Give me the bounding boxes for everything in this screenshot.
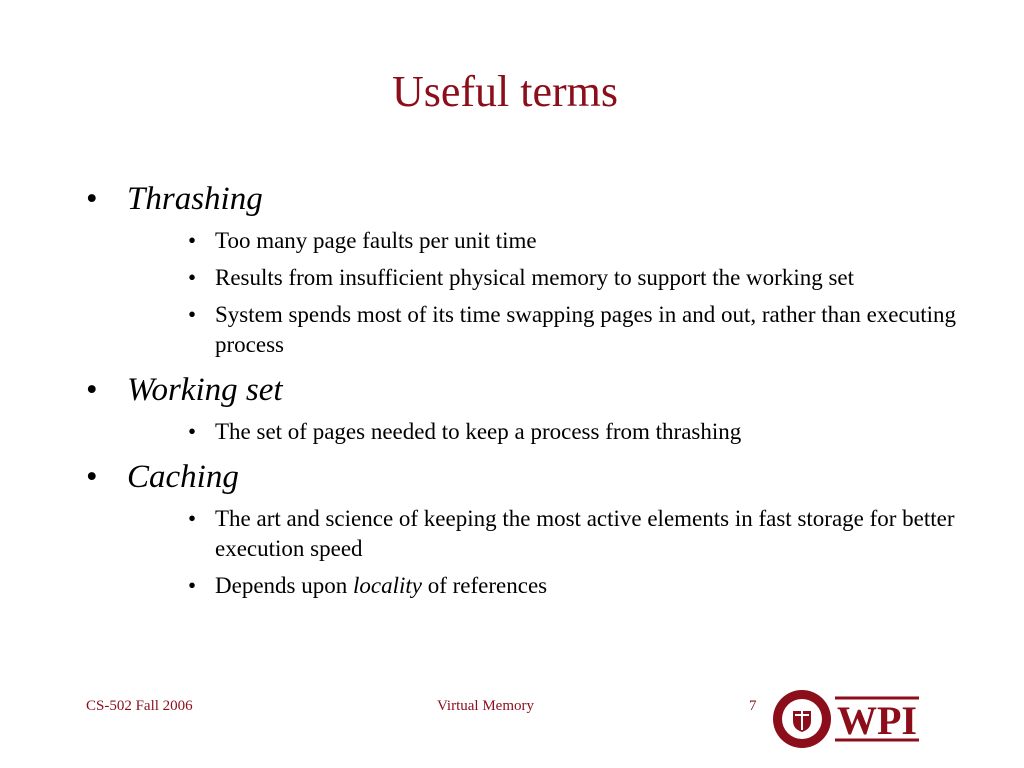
locality-prefix: Depends upon: [215, 573, 353, 598]
slide-title: Useful terms: [391, 67, 619, 116]
slide-body: [86, 176, 966, 608]
locality-suffix: of references: [421, 573, 548, 598]
sub-bullet-text: Too many page faults per unit time: [215, 228, 537, 253]
sub-bullet-text: Results from insufficient physical memory to support the working set: [215, 265, 855, 290]
logo-wordmark: WPI: [837, 698, 917, 743]
sub-bullet-text: The art and science of keeping the most active elements in fast storage for better execution speed: [215, 506, 955, 561]
sub-bullet-text: System spends most of its time swapping pages in and out, rather than executing process: [215, 302, 956, 357]
bullet-dot: •: [86, 372, 98, 408]
sub-bullet-dot: •: [188, 573, 197, 598]
sub-bullet-text: [215, 573, 547, 598]
bullet-item-working-set: [86, 367, 966, 413]
footer-course: CS-502 Fall 2006: [86, 698, 193, 714]
bullet-item-thrashing: [86, 176, 966, 222]
footer-topic: Virtual Memory: [437, 698, 534, 714]
term-working-set: Working set: [127, 372, 283, 408]
bullet-dot: •: [86, 459, 98, 495]
sub-bullet-dot: •: [188, 506, 197, 531]
sub-bullet-item: [188, 571, 966, 601]
sub-bullet-item: [188, 504, 966, 564]
locality-term: locality: [352, 573, 422, 598]
sub-bullet-dot: •: [188, 265, 197, 290]
sub-bullet-item: [188, 417, 966, 447]
sub-bullet-dot: •: [188, 302, 197, 327]
wpi-logo: [771, 688, 921, 750]
sub-bullet-text: The set of pages needed to keep a process from thrashing: [215, 419, 742, 444]
sub-bullet-dot: •: [188, 228, 197, 253]
term-caching: Caching: [127, 459, 239, 495]
bullet-item-caching: [86, 454, 966, 500]
sub-bullet-item: [188, 300, 966, 360]
bullet-dot: •: [86, 181, 98, 217]
footer-page-number: 7: [749, 698, 757, 714]
sub-bullet-item: [188, 226, 966, 256]
sub-bullet-item: [188, 263, 966, 293]
term-thrashing: Thrashing: [127, 181, 263, 217]
sub-bullet-dot: •: [188, 419, 197, 444]
